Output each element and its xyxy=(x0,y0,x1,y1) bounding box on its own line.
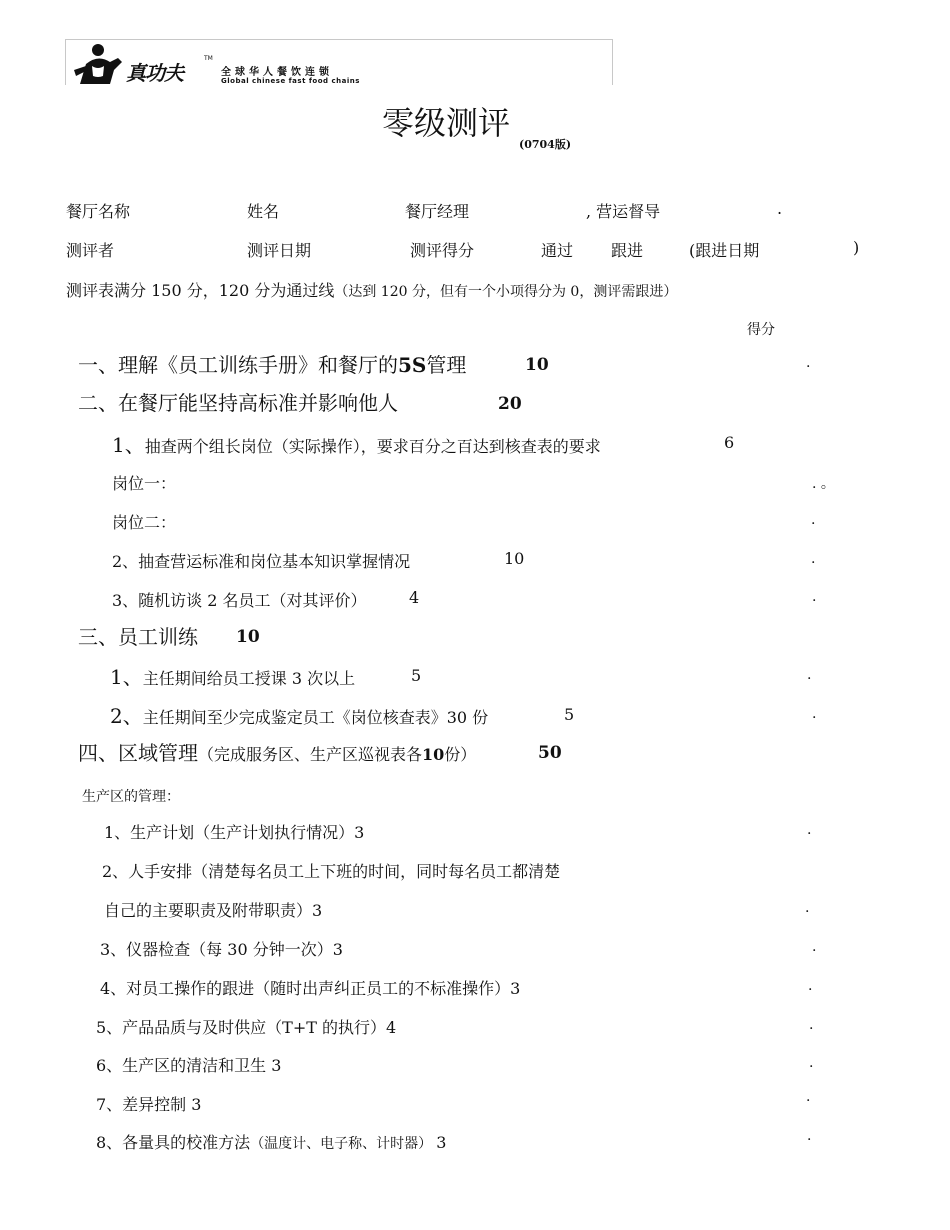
post-one-label: 岗位一： xyxy=(112,474,177,493)
full-score-main: 测评表满分 150 分，120 分为通过线 xyxy=(66,281,335,300)
production-item-6: 6、生产区的清洁和卫生 3 xyxy=(96,1056,282,1075)
section-3-points: 10 xyxy=(236,627,260,647)
production-item-4-score-mark: . xyxy=(808,978,813,994)
section-2-points: 20 xyxy=(498,394,522,414)
production-area-subheading: 生产区的管理： xyxy=(82,789,180,805)
section-2-item-1 xyxy=(112,429,601,458)
full-score-line xyxy=(66,278,677,301)
field-follow-up-date: (跟进日期 xyxy=(689,241,760,260)
section-2-item-3: 3、随机访谈 2 名员工（对其评价） xyxy=(112,591,367,610)
version-label: (0704版) xyxy=(519,138,572,151)
production-item-8-score-mark: · xyxy=(807,1132,812,1148)
section-2-item-2-score-mark: . xyxy=(811,551,816,567)
section-1-5s: 5S xyxy=(398,353,427,377)
post-two-label: 岗位二： xyxy=(112,513,177,532)
production-item-2-cont: 自己的主要职责及附带职责）3 xyxy=(104,901,323,920)
production-item-8-text: 8、各量具的校准方法 xyxy=(96,1133,251,1152)
production-item-3: 3、仪器检查（每 30 分钟一次）3 xyxy=(100,940,343,959)
field-restaurant-name: 餐厅名称 xyxy=(66,202,131,221)
section-2-item-1-num: 1、 xyxy=(112,433,145,457)
field-name: 姓名 xyxy=(247,202,280,221)
section-3-heading: 三、员工训练 xyxy=(78,625,198,649)
full-score-note: （达到 120 分，但有一个小项得分为 0，测评需跟进） xyxy=(334,284,678,300)
field-eval-score: 测评得分 xyxy=(410,241,475,260)
section-4-note-a: （完成服务区、生产区巡视表各 xyxy=(198,745,423,764)
production-item-1: 1、生产计划（生产计划执行情况）3 xyxy=(104,823,365,842)
section-3-item-2-score-mark: . xyxy=(812,706,817,722)
production-item-7: 7、差异控制 3 xyxy=(96,1095,202,1114)
brand-logo-banner xyxy=(65,39,613,85)
field-ops-supervisor: , 营运督导 xyxy=(586,202,661,221)
section-1-tail: 管理 xyxy=(426,353,467,377)
production-item-8-points: 3 xyxy=(436,1133,447,1152)
production-item-3-score-mark: . xyxy=(812,939,817,955)
section-3-item-1-num: 1、 xyxy=(110,665,143,689)
section-1-points: 10 xyxy=(525,355,549,375)
section-3-item-1-score-mark: . xyxy=(807,667,812,683)
production-item-2: 2、人手安排（清楚每名员工上下班的时间，同时每名员工都清楚 xyxy=(102,862,561,881)
section-2-item-1-points: 6 xyxy=(724,433,735,452)
production-item-5: 5、产品品质与及时供应（T+T 的执行）4 xyxy=(96,1018,397,1037)
option-follow-up: 跟进 xyxy=(611,241,644,260)
section-3-item-2-points: 5 xyxy=(564,705,575,724)
production-item-2-score-mark: . xyxy=(805,900,810,916)
section-2-item-2: 2、抽查营运标准和岗位基本知识掌握情况 xyxy=(112,552,411,571)
section-3-item-2-num: 2、 xyxy=(110,704,143,728)
production-item-6-score-mark: . xyxy=(809,1055,814,1071)
section-2-item-3-points: 4 xyxy=(409,588,420,607)
section-3-item-2 xyxy=(110,700,488,729)
section-3-item-1-text: 主任期间给员工授课 3 次以上 xyxy=(142,669,356,688)
section-4-points: 50 xyxy=(538,743,562,763)
page-title: 零级测评 xyxy=(382,104,511,142)
section-3-item-1-points: 5 xyxy=(411,666,422,685)
section-4-note-b: 份） xyxy=(444,745,477,764)
section-3-item-1 xyxy=(110,661,355,690)
logo-tagline-cn: 全球华人餐饮连锁 xyxy=(221,67,333,78)
section-2-heading: 二、在餐厅能坚持高标准并影响他人 xyxy=(78,391,398,415)
logo-trademark: TM xyxy=(204,55,213,62)
section-3-item-2-text: 主任期间至少完成鉴定员工《岗位核查表》30 份 xyxy=(142,708,489,727)
section-1-label: 一、理解《员工训练手册》和餐厅的 xyxy=(78,353,398,377)
production-item-4: 4、对员工操作的跟进（随时出声纠正员工的不标准操作）3 xyxy=(100,979,521,998)
kungfu-figure-icon xyxy=(70,40,124,86)
section-2-item-1-text: 抽查两个组长岗位（实际操作），要求百分之百达到核查表的要求 xyxy=(144,437,601,456)
section-1-heading xyxy=(78,349,466,378)
row2-close-paren: ) xyxy=(853,238,860,257)
option-pass: 通过 xyxy=(541,241,574,260)
field-restaurant-manager: 餐厅经理 xyxy=(405,202,470,221)
production-item-1-score-mark: . xyxy=(807,822,812,838)
post-one-score-mark: . 。 xyxy=(812,476,835,492)
section-4-label: 四、区域管理 xyxy=(78,741,198,765)
logo-brand-name: 真功夫 xyxy=(126,61,183,85)
post-two-score-mark: . xyxy=(811,512,816,528)
section-1-score-mark: . xyxy=(806,355,811,371)
production-item-5-score-mark: . xyxy=(809,1017,814,1033)
production-item-8-note: （温度计、电子称、计时器） xyxy=(250,1136,433,1152)
production-item-7-score-mark: · xyxy=(806,1093,811,1109)
field-eval-date: 测评日期 xyxy=(247,241,312,260)
logo-tagline-en: Global chinese fast food chains xyxy=(221,77,360,85)
section-2-item-3-score-mark: . xyxy=(812,589,817,605)
field-evaluator: 测评者 xyxy=(66,241,115,260)
row1-end-mark: . xyxy=(777,199,783,218)
score-column-label: 得分 xyxy=(747,322,775,338)
section-4-heading xyxy=(78,737,476,766)
section-2-item-2-points: 10 xyxy=(504,549,525,568)
section-4-note-bold: 10 xyxy=(422,745,445,764)
production-item-8 xyxy=(96,1130,446,1153)
